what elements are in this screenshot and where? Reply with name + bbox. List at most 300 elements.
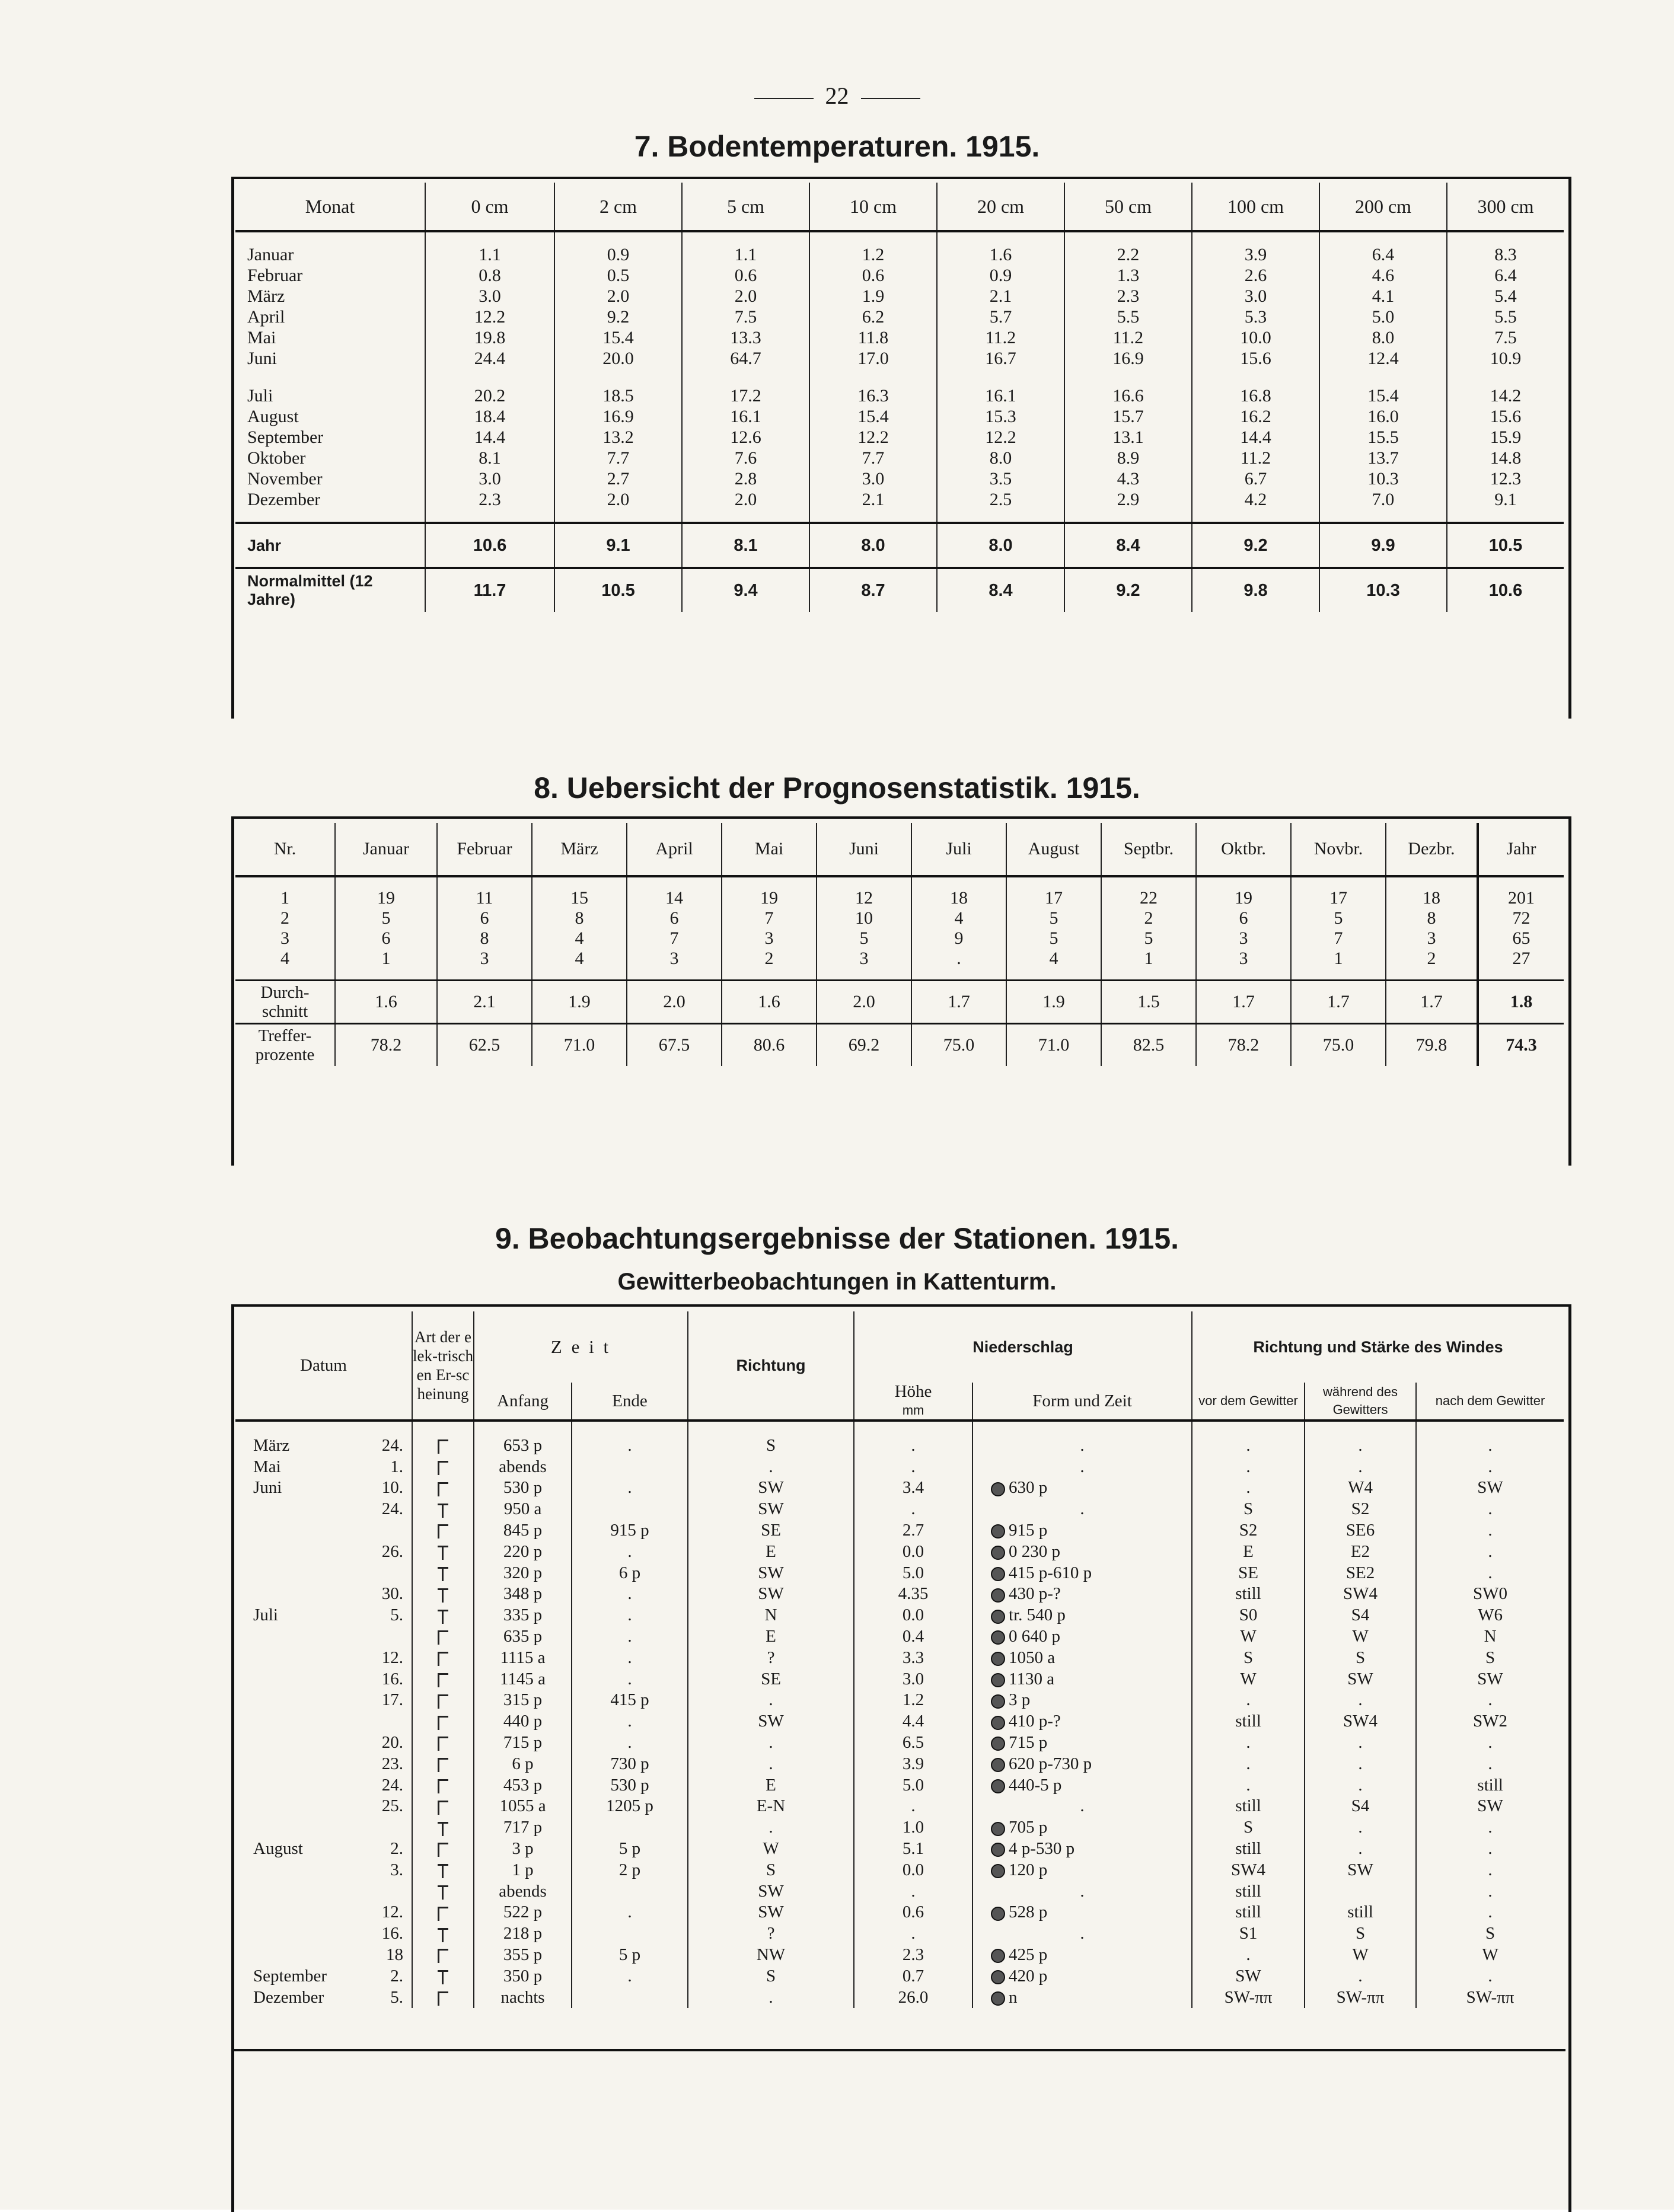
- wind-waehrend-cell: SW4: [1305, 1710, 1416, 1732]
- forecast-count-cell: 6: [335, 928, 437, 949]
- wind-waehrend-cell: SW4: [1305, 1584, 1416, 1605]
- forecast-count-cell: 5: [1291, 908, 1386, 928]
- table-row: [235, 348, 1564, 369]
- wind-waehrend-cell: .: [1305, 1817, 1416, 1838]
- anfang-cell: 355 p: [474, 1944, 572, 1965]
- forecast-count-cell: 19: [335, 888, 437, 908]
- wind-vor-cell: still: [1192, 1881, 1305, 1902]
- form-zeit-text: 915 p: [1009, 1521, 1048, 1540]
- hoehe-cell: 0.0: [854, 1541, 972, 1562]
- soil-temperature-table: [235, 183, 1564, 612]
- wind-vor-cell: .: [1192, 1732, 1305, 1753]
- summary-label: [235, 1024, 335, 1067]
- ende-header: Ende: [572, 1383, 688, 1421]
- day-label: 17.: [357, 1690, 412, 1711]
- forecast-count-cell: 6: [437, 908, 532, 928]
- wind-vor-cell: .: [1192, 1477, 1305, 1499]
- art-icon: [412, 1923, 474, 1944]
- wind-waehrend-cell: S4: [1305, 1796, 1416, 1817]
- temperature-cell: 3.0: [809, 468, 937, 489]
- month-label: [235, 1753, 357, 1774]
- wind-vor-cell: SW-ππ: [1192, 1987, 1305, 2008]
- summary-cell: 10.6: [425, 523, 554, 568]
- wind-vor-cell: still: [1192, 1710, 1305, 1732]
- ende-cell: 915 p: [572, 1520, 688, 1541]
- summary-cell: 9.1: [554, 523, 682, 568]
- temperature-cell: 12.2: [937, 427, 1064, 448]
- forecast-count-cell: 9: [911, 928, 1006, 949]
- temperature-cell: 14.4: [1192, 427, 1319, 448]
- form-zeit-text: .: [1080, 1796, 1085, 1816]
- art-icon: [412, 1690, 474, 1711]
- temperature-cell: 16.1: [682, 406, 809, 427]
- wind-vor-cell: still: [1192, 1584, 1305, 1605]
- anfang-cell: 315 p: [474, 1690, 572, 1711]
- art-icon: [412, 1859, 474, 1881]
- summary-cell: 9.8: [1192, 568, 1319, 612]
- temperature-cell: 6.7: [1192, 468, 1319, 489]
- day-label: 10.: [357, 1477, 412, 1499]
- wind-waehrend-cell: .: [1305, 1456, 1416, 1477]
- table-row: [235, 489, 1564, 510]
- rain-icon: [991, 1546, 1005, 1560]
- table2-col-header: Januar: [335, 823, 437, 876]
- table1-col-header: 0 cm: [425, 183, 554, 231]
- table-row: [235, 1965, 1564, 1987]
- art-icon: [412, 1753, 474, 1774]
- month-label: [235, 1732, 357, 1753]
- hoehe-cell: 0.6: [854, 1902, 972, 1923]
- art-icon: [412, 1817, 474, 1838]
- summary-row-jahr: [235, 523, 1564, 568]
- temperature-cell: 4.6: [1319, 265, 1447, 286]
- temperature-cell: 3.0: [425, 286, 554, 307]
- summary-cell: 2.0: [627, 981, 722, 1024]
- hoehe-cell: 5.0: [854, 1562, 972, 1584]
- wind-vor-cell: .: [1192, 1435, 1305, 1456]
- richtung-cell: SW: [688, 1584, 854, 1605]
- anfang-cell: 6 p: [474, 1753, 572, 1774]
- month-label: Oktober: [235, 448, 425, 468]
- day-label: 24.: [357, 1435, 412, 1456]
- month-label: [235, 1520, 357, 1541]
- hoehe-label: Höhe: [894, 1382, 932, 1401]
- wind-nach-cell: SW-ππ: [1466, 1987, 1514, 2007]
- form-zeit-cell: [972, 1562, 1192, 1584]
- rain-icon: [991, 1694, 1005, 1709]
- richtung-cell: SE: [688, 1668, 854, 1690]
- anfang-cell: 1055 a: [474, 1796, 572, 1817]
- ende-cell: 5 p: [572, 1838, 688, 1859]
- month-label: [235, 1774, 357, 1796]
- temperature-cell: 1.1: [425, 244, 554, 265]
- wind-nach-cell: SW: [1477, 1669, 1503, 1688]
- table-row: [235, 1817, 1564, 1838]
- wind-waehrend-cell: S: [1305, 1923, 1416, 1944]
- summary-cell: 9.4: [682, 568, 809, 612]
- forecast-count-cell: 4: [1006, 949, 1101, 969]
- forecast-count-cell: 19: [722, 888, 817, 908]
- table-row: [235, 1710, 1564, 1732]
- wind-waehrend-cell: .: [1305, 1774, 1416, 1796]
- forecast-count-cell: 10: [817, 908, 911, 928]
- hoehe-cell: 3.3: [854, 1647, 972, 1668]
- summary-cell: 9.2: [1192, 523, 1319, 568]
- temperature-cell: 5.5: [1064, 307, 1192, 327]
- wind-vor-cell: .: [1192, 1690, 1305, 1711]
- day-label: 3.: [357, 1859, 412, 1881]
- summary-cell: 75.0: [911, 1024, 1006, 1067]
- thunder-icon: [436, 1822, 449, 1836]
- hoehe-unit: mm: [902, 1403, 924, 1418]
- rain-icon: [991, 1588, 1005, 1603]
- page-number: [0, 82, 1674, 110]
- summary-cell: 9.9: [1319, 523, 1447, 568]
- forecast-count-cell: 6: [627, 908, 722, 928]
- form-zeit-cell: [972, 1732, 1192, 1753]
- ende-cell: .: [572, 1965, 688, 1987]
- anfang-cell: nachts: [474, 1987, 572, 2008]
- temperature-cell: 16.9: [554, 406, 682, 427]
- wind-nach-cell: .: [1488, 1860, 1493, 1879]
- temperature-cell: 2.7: [554, 468, 682, 489]
- temperature-cell: 11.2: [1064, 327, 1192, 348]
- vor-header: vor dem Gewitter: [1192, 1383, 1305, 1421]
- table1-col-header: 20 cm: [937, 183, 1064, 231]
- datum-header: Datum: [235, 1311, 412, 1421]
- temperature-cell: 2.8: [682, 468, 809, 489]
- form-zeit-cell: [972, 1902, 1192, 1923]
- forecast-statistics-table: [235, 823, 1564, 1066]
- summary-cell: 9.2: [1064, 568, 1192, 612]
- lightning-thunder-icon: [436, 1673, 449, 1687]
- summary-cell: 1.6: [722, 981, 817, 1024]
- form-zeit-cell: [972, 1520, 1192, 1541]
- form-zeit-text: 705 p: [1009, 1818, 1048, 1837]
- forecast-count-cell: 8: [532, 908, 627, 928]
- forecast-count-cell: 1: [1291, 949, 1386, 969]
- ende-cell: 5 p: [572, 1944, 688, 1965]
- ende-cell: .: [572, 1541, 688, 1562]
- art-icon: [412, 1902, 474, 1923]
- anfang-cell: 717 p: [474, 1817, 572, 1838]
- temperature-cell: 7.0: [1319, 489, 1447, 510]
- forecast-count-cell: 18: [1386, 888, 1478, 908]
- rain-icon: [991, 1907, 1005, 1921]
- anfang-cell: 220 p: [474, 1541, 572, 1562]
- summary-cell: 8.4: [1064, 523, 1192, 568]
- lightning-thunder-icon: [436, 1694, 449, 1709]
- temperature-cell: 12.2: [425, 307, 554, 327]
- art-icon: [412, 1838, 474, 1859]
- temperature-cell: 7.7: [809, 448, 937, 468]
- art-icon: [412, 1732, 474, 1753]
- forecast-count-cell: 27: [1478, 949, 1564, 969]
- temperature-cell: 20.2: [425, 385, 554, 406]
- rain-icon: [991, 1737, 1005, 1751]
- form-zeit-text: 1130 a: [1009, 1669, 1055, 1688]
- art-icon: [412, 1626, 474, 1647]
- table-row: [235, 244, 1564, 265]
- wind-vor-cell: still: [1192, 1902, 1305, 1923]
- thunder-icon: [436, 1588, 449, 1603]
- wind-waehrend-cell: S2: [1305, 1498, 1416, 1520]
- forecast-count-cell: 1: [1101, 949, 1196, 969]
- summary-cell: 69.2: [817, 1024, 911, 1067]
- table-row: [235, 1668, 1564, 1690]
- table2-col-header: Nr.: [235, 823, 335, 876]
- temperature-cell: 7.5: [1494, 328, 1517, 347]
- month-label: [235, 1690, 357, 1711]
- summary-cell: 1.5: [1101, 981, 1196, 1024]
- richtung-cell: S: [688, 1965, 854, 1987]
- rain-icon: [991, 1482, 1005, 1496]
- month-label: [235, 1584, 357, 1605]
- form-zeit-cell: [972, 1838, 1192, 1859]
- month-label: [235, 1626, 357, 1647]
- richtung-cell: ?: [688, 1923, 854, 1944]
- wind-vor-cell: S1: [1192, 1923, 1305, 1944]
- temperature-cell: 2.5: [937, 489, 1064, 510]
- wind-waehrend-cell: SE2: [1305, 1562, 1416, 1584]
- form-zeit-cell: [972, 1498, 1192, 1520]
- art-icon: [412, 1965, 474, 1987]
- table-row: [235, 1626, 1564, 1647]
- wind-waehrend-cell: W: [1305, 1626, 1416, 1647]
- form-zeit-cell: [972, 1923, 1192, 1944]
- wind-vor-cell: .: [1192, 1753, 1305, 1774]
- day-label: 5.: [357, 1987, 412, 2008]
- summary-cell: 8.4: [937, 568, 1064, 612]
- temperature-cell: 11.2: [1192, 448, 1319, 468]
- richtung-cell: SW: [688, 1498, 854, 1520]
- summary-cell: 80.6: [722, 1024, 817, 1067]
- ende-cell: 415 p: [572, 1690, 688, 1711]
- month-label: Februar: [235, 265, 425, 286]
- wind-vor-cell: W: [1192, 1626, 1305, 1647]
- month-label: [235, 1902, 357, 1923]
- summary-cell: 10.5: [1447, 523, 1564, 568]
- art-icon: [412, 1520, 474, 1541]
- temperature-cell: 6.4: [1494, 266, 1517, 285]
- hoehe-cell: 6.5: [854, 1732, 972, 1753]
- day-label: 1.: [357, 1456, 412, 1477]
- table1-col-header: 50 cm: [1064, 183, 1192, 231]
- summary-cell: 1.9: [1006, 981, 1101, 1024]
- hoehe-cell: 3.9: [854, 1753, 972, 1774]
- rain-icon: [991, 1524, 1005, 1538]
- temperature-cell: 5.5: [1494, 307, 1517, 327]
- form-zeit-cell: [972, 1944, 1192, 1965]
- day-label: 23.: [357, 1753, 412, 1774]
- wind-nach-cell: .: [1488, 1690, 1493, 1710]
- day-label: 12.: [357, 1902, 412, 1923]
- form-zeit-text: 415 p-610 p: [1009, 1563, 1092, 1582]
- forecast-count-cell: 65: [1478, 928, 1564, 949]
- form-zeit-cell: [972, 1626, 1192, 1647]
- anfang-cell: 653 p: [474, 1435, 572, 1456]
- form-zeit-cell: [972, 1456, 1192, 1477]
- anfang-cell: 348 p: [474, 1584, 572, 1605]
- table-row: [235, 1859, 1564, 1881]
- temperature-cell: 2.1: [809, 489, 937, 510]
- rain-icon: [991, 1991, 1005, 2006]
- table3-title: 9. Beobachtungsergebnisse der Stationen. 1915.: [495, 1222, 1179, 1255]
- wind-nach-cell: W: [1482, 1945, 1498, 1965]
- temperature-cell: 6.4: [1319, 244, 1447, 265]
- temperature-cell: 2.3: [1064, 286, 1192, 307]
- form-zeit-text: 430 p-?: [1009, 1584, 1061, 1604]
- table3-subtitle: Gewitterbeobachtungen in Kattenturm.: [617, 1269, 1057, 1295]
- table1-title: 7. Bodentemperaturen. 1915.: [634, 130, 1040, 163]
- form-zeit-cell: [972, 1604, 1192, 1626]
- wind-nach-cell: W6: [1478, 1605, 1503, 1625]
- richtung-cell: SW: [688, 1881, 854, 1902]
- wind-vor-cell: .: [1192, 1456, 1305, 1477]
- lightning-thunder-icon: [436, 1843, 449, 1857]
- thunder-icon: [436, 1546, 449, 1560]
- day-label: 16.: [357, 1668, 412, 1690]
- rain-icon: [991, 1843, 1005, 1857]
- forecast-count-cell: 22: [1101, 888, 1196, 908]
- forecast-count-cell: 4: [532, 928, 627, 949]
- month-label: [235, 1944, 357, 1965]
- temperature-cell: 5.4: [1494, 286, 1517, 306]
- summary-cell: 8.0: [937, 523, 1064, 568]
- month-label: Mai: [235, 327, 425, 348]
- hoehe-cell: 3.0: [854, 1668, 972, 1690]
- forecast-count-cell: 18: [911, 888, 1006, 908]
- rain-icon: [991, 1610, 1005, 1624]
- temperature-cell: 9.2: [554, 307, 682, 327]
- table1-col-header: Monat: [235, 183, 425, 231]
- wind-header: Richtung und Stärke des Windes: [1253, 1338, 1503, 1356]
- temperature-cell: 0.6: [809, 265, 937, 286]
- month-label: Juni: [253, 1478, 282, 1498]
- form-zeit-cell: [972, 1647, 1192, 1668]
- summary-cell: 10.6: [1447, 568, 1564, 612]
- wind-waehrend-cell: still: [1305, 1902, 1416, 1923]
- forecast-count-cell: 201: [1478, 888, 1564, 908]
- forecast-count-cell: 3: [722, 928, 817, 949]
- wind-waehrend-cell: E2: [1305, 1541, 1416, 1562]
- hoehe-cell: 1.0: [854, 1817, 972, 1838]
- richtung-cell: E-N: [688, 1796, 854, 1817]
- table1-col-header: 300 cm: [1447, 183, 1564, 231]
- table-row: [235, 1647, 1564, 1668]
- table-row: [235, 1902, 1564, 1923]
- month-label: Juni: [235, 348, 425, 369]
- table-row: [235, 1690, 1564, 1711]
- richtung-cell: .: [688, 1690, 854, 1711]
- table2-col-header: März: [532, 823, 627, 876]
- day-label: 30.: [357, 1584, 412, 1605]
- art-icon: [412, 1944, 474, 1965]
- hoehe-cell: 0.0: [854, 1859, 972, 1881]
- wind-nach-cell: .: [1488, 1499, 1493, 1519]
- table-row: [235, 1604, 1564, 1626]
- form-zeit-cell: [972, 1774, 1192, 1796]
- table1-header-row: [235, 183, 1564, 231]
- day-label: 5.: [357, 1604, 412, 1626]
- form-zeit-cell: [972, 1668, 1192, 1690]
- temperature-cell: 4.1: [1319, 286, 1447, 307]
- forecast-count-cell: 1: [335, 949, 437, 969]
- table-row: [235, 1498, 1564, 1520]
- table-row: [235, 949, 1564, 969]
- summary-cell: 78.2: [1196, 1024, 1291, 1067]
- table2-col-header: Oktbr.: [1196, 823, 1291, 876]
- wind-vor-cell: S: [1192, 1647, 1305, 1668]
- summary-cell: 2.0: [817, 981, 911, 1024]
- temperature-cell: 4.2: [1192, 489, 1319, 510]
- forecast-count-cell: 8: [437, 928, 532, 949]
- anfang-cell: 453 p: [474, 1774, 572, 1796]
- richtung-cell: S: [688, 1435, 854, 1456]
- art-icon: [412, 1435, 474, 1456]
- wind-vor-cell: .: [1192, 1774, 1305, 1796]
- lightning-thunder-icon: [436, 1991, 449, 2006]
- day-label: 2.: [357, 1965, 412, 1987]
- art-icon: [412, 1881, 474, 1902]
- table-row: [235, 385, 1564, 406]
- table-row: [235, 908, 1564, 928]
- summary-cell: 71.0: [532, 1024, 627, 1067]
- temperature-cell: 12.3: [1490, 469, 1522, 489]
- forecast-count-cell: 4: [911, 908, 1006, 928]
- summary-cell: 8.0: [809, 523, 937, 568]
- wind-waehrend-cell: .: [1305, 1690, 1416, 1711]
- temperature-cell: 2.1: [937, 286, 1064, 307]
- wind-vor-cell: SW: [1192, 1965, 1305, 1987]
- table2-col-header: April: [627, 823, 722, 876]
- temperature-cell: 13.7: [1319, 448, 1447, 468]
- form-zeit-text: .: [1080, 1924, 1085, 1943]
- temperature-cell: 13.2: [554, 427, 682, 448]
- art-icon: [412, 1710, 474, 1732]
- ende-cell: .: [572, 1732, 688, 1753]
- wind-waehrend-cell: [1305, 1881, 1416, 1902]
- month-label: [235, 1923, 357, 1944]
- ende-cell: .: [572, 1902, 688, 1923]
- summary-label: [235, 981, 335, 1024]
- hoehe-cell: .: [854, 1435, 972, 1456]
- table-row: [235, 1796, 1564, 1817]
- table-row: [235, 1923, 1564, 1944]
- temperature-cell: 16.6: [1064, 385, 1192, 406]
- temperature-cell: 64.7: [682, 348, 809, 369]
- richtung-cell: SE: [688, 1520, 854, 1541]
- wind-nach-cell: .: [1488, 1881, 1493, 1901]
- temperature-cell: 16.9: [1064, 348, 1192, 369]
- hoehe-cell: 0.4: [854, 1626, 972, 1647]
- anfang-cell: 530 p: [474, 1477, 572, 1499]
- thunder-icon: [436, 1970, 449, 1984]
- temperature-cell: 16.1: [937, 385, 1064, 406]
- summary-label-line: schnitt: [262, 1002, 308, 1021]
- ende-cell: .: [572, 1435, 688, 1456]
- hoehe-cell: 2.7: [854, 1520, 972, 1541]
- summary-cell: 1.9: [532, 981, 627, 1024]
- rain-icon: [991, 1630, 1005, 1645]
- temperature-cell: 16.8: [1192, 385, 1319, 406]
- table-row: [235, 327, 1564, 348]
- wind-waehrend-cell: S4: [1305, 1604, 1416, 1626]
- thunder-icon: [436, 1928, 449, 1942]
- month-label: Juli: [235, 385, 425, 406]
- table-row: [235, 1732, 1564, 1753]
- month-label: [235, 1796, 357, 1817]
